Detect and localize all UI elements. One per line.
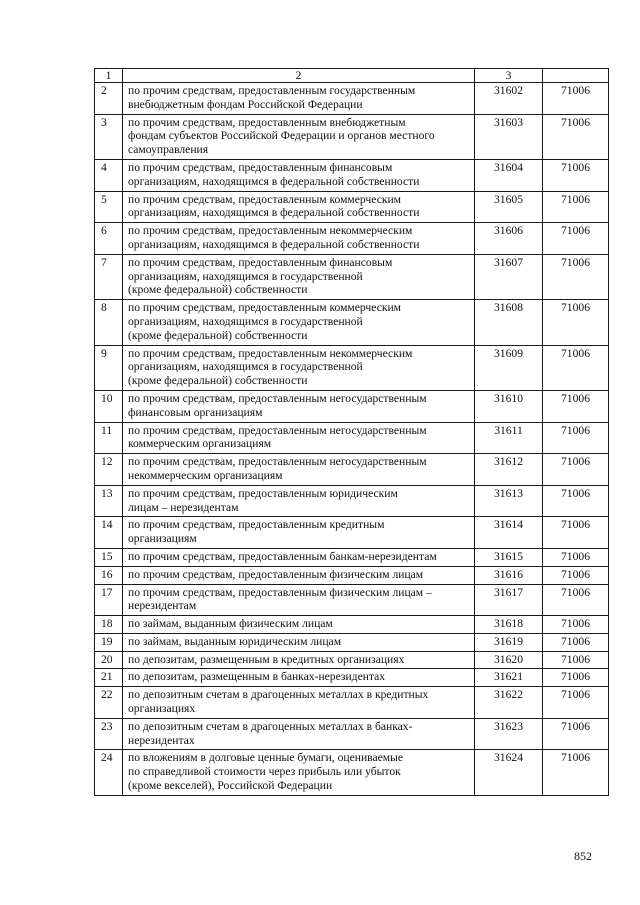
table-row (95, 633, 609, 651)
table-row (95, 191, 609, 223)
row-description: по прочим средствам, предоставленным некоммерческим организациям, находящимся в государственной (кроме федеральной) собственности (123, 345, 475, 390)
row-description: по прочим средствам, предоставленным государственным внебюджетным фондам Российской Федерации (123, 83, 475, 115)
row-description: по прочим средствам, предоставленным коммерческим организациям, находящимся в государственной (кроме федеральной) собственности (123, 300, 475, 345)
symbol-code: 71006 (543, 517, 609, 549)
symbol-code: 71006 (543, 300, 609, 345)
row-description: по прочим средствам, предоставленным физическим лицам (123, 566, 475, 584)
account-code: 31604 (475, 159, 543, 191)
symbol-code: 71006 (543, 669, 609, 687)
row-description: по прочим средствам, предоставленным физическим лицам – нерезидентам (123, 584, 475, 616)
account-code: 31605 (475, 191, 543, 223)
account-code: 31603 (475, 114, 543, 159)
table-row (95, 718, 609, 750)
account-code: 31607 (475, 254, 543, 299)
row-number: 17 (95, 584, 123, 616)
symbol-code: 71006 (543, 223, 609, 255)
row-description: по прочим средствам, предоставленным некоммерческим организациям, находящимся в федеральной собственности (123, 223, 475, 255)
account-code: 31608 (475, 300, 543, 345)
symbol-code: 71006 (543, 750, 609, 795)
header-row (95, 69, 609, 83)
table-body (95, 69, 609, 796)
table-row (95, 454, 609, 486)
row-description: по прочим средствам, предоставленным финансовым организациям, находящимся в федеральной собственности (123, 159, 475, 191)
symbol-code: 71006 (543, 485, 609, 517)
account-code: 31619 (475, 633, 543, 651)
symbol-code: 71006 (543, 687, 609, 719)
row-number: 19 (95, 633, 123, 651)
table-row (95, 254, 609, 299)
table-row (95, 300, 609, 345)
account-code: 31602 (475, 83, 543, 115)
symbol-code: 71006 (543, 584, 609, 616)
symbol-code: 71006 (543, 159, 609, 191)
row-number: 3 (95, 114, 123, 159)
table-row (95, 750, 609, 795)
row-description: по прочим средствам, предоставленным негосударственным некоммерческим организациям (123, 454, 475, 486)
account-code: 31606 (475, 223, 543, 255)
symbol-code: 71006 (543, 548, 609, 566)
row-number: 4 (95, 159, 123, 191)
symbol-code: 71006 (543, 345, 609, 390)
table-row (95, 223, 609, 255)
symbol-code: 71006 (543, 254, 609, 299)
account-code: 31615 (475, 548, 543, 566)
table-row (95, 485, 609, 517)
symbol-code: 71006 (543, 191, 609, 223)
account-code: 31612 (475, 454, 543, 486)
account-code: 31624 (475, 750, 543, 795)
row-description: по депозитам, размещенным в банках-нерезидентах (123, 669, 475, 687)
row-number: 22 (95, 687, 123, 719)
row-number: 20 (95, 651, 123, 669)
row-description: по прочим средствам, предоставленным банкам-нерезидентам (123, 548, 475, 566)
table-row (95, 669, 609, 687)
symbol-code: 71006 (543, 422, 609, 454)
row-number: 24 (95, 750, 123, 795)
table-row (95, 159, 609, 191)
row-description: по прочим средствам, предоставленным коммерческим организациям, находящимся в федеральной собственности (123, 191, 475, 223)
table-row (95, 83, 609, 115)
symbol-code: 71006 (543, 718, 609, 750)
symbol-code: 71006 (543, 114, 609, 159)
table-row (95, 566, 609, 584)
symbol-code: 71006 (543, 633, 609, 651)
row-number: 5 (95, 191, 123, 223)
row-number: 16 (95, 566, 123, 584)
row-number: 8 (95, 300, 123, 345)
row-number: 23 (95, 718, 123, 750)
symbol-code: 71006 (543, 651, 609, 669)
row-number: 10 (95, 390, 123, 422)
account-code: 31613 (475, 485, 543, 517)
symbol-code: 71006 (543, 390, 609, 422)
row-description: по депозитным счетам в драгоценных металлах в банках- нерезидентах (123, 718, 475, 750)
table-row (95, 422, 609, 454)
row-description: по займам, выданным физическим лицам (123, 616, 475, 634)
table-row (95, 390, 609, 422)
account-code: 31623 (475, 718, 543, 750)
row-number: 14 (95, 517, 123, 549)
row-description: по прочим средствам, предоставленным финансовым организациям, находящимся в государственной (кроме федеральной) собственности (123, 254, 475, 299)
account-code: 31620 (475, 651, 543, 669)
row-number: 21 (95, 669, 123, 687)
account-code: 31618 (475, 616, 543, 634)
row-description: по вложениям в долговые ценные бумаги, оцениваемые по справедливой стоимости через прибыль или убыток (кроме векселей), Российской Федерации (123, 750, 475, 795)
account-code: 31616 (475, 566, 543, 584)
header-col-3: 3 (475, 69, 543, 83)
row-description: по прочим средствам, предоставленным кредитным организациям (123, 517, 475, 549)
table-row (95, 345, 609, 390)
account-code: 31611 (475, 422, 543, 454)
row-number: 11 (95, 422, 123, 454)
row-number: 12 (95, 454, 123, 486)
row-description: по прочим средствам, предоставленным негосударственным коммерческим организациям (123, 422, 475, 454)
row-number: 15 (95, 548, 123, 566)
row-number: 2 (95, 83, 123, 115)
symbol-code: 71006 (543, 616, 609, 634)
accounts-table (94, 68, 609, 796)
account-code: 31609 (475, 345, 543, 390)
symbol-code: 71006 (543, 454, 609, 486)
table-row (95, 517, 609, 549)
symbol-code: 71006 (543, 83, 609, 115)
table-row (95, 651, 609, 669)
row-description: по займам, выданным юридическим лицам (123, 633, 475, 651)
header-col-2: 2 (123, 69, 475, 83)
table-row (95, 114, 609, 159)
row-number: 13 (95, 485, 123, 517)
account-code: 31610 (475, 390, 543, 422)
row-description: по прочим средствам, предоставленным внебюджетным фондам субъектов Российской Федерации и органов местного самоуправления (123, 114, 475, 159)
page-number: 852 (574, 849, 592, 863)
row-number: 6 (95, 223, 123, 255)
account-code: 31621 (475, 669, 543, 687)
header-col-1: 1 (95, 69, 123, 83)
row-description: по прочим средствам, предоставленным юридическим лицам – нерезидентам (123, 485, 475, 517)
header-col-4 (543, 69, 609, 83)
row-number: 18 (95, 616, 123, 634)
table-row (95, 548, 609, 566)
table-row (95, 616, 609, 634)
row-number: 9 (95, 345, 123, 390)
table-row (95, 687, 609, 719)
account-code: 31622 (475, 687, 543, 719)
row-description: по депозитам, размещенным в кредитных организациях (123, 651, 475, 669)
account-code: 31617 (475, 584, 543, 616)
account-code: 31614 (475, 517, 543, 549)
table-row (95, 584, 609, 616)
row-description: по депозитным счетам в драгоценных металлах в кредитных организациях (123, 687, 475, 719)
row-description: по прочим средствам, предоставленным негосударственным финансовым организациям (123, 390, 475, 422)
symbol-code: 71006 (543, 566, 609, 584)
row-number: 7 (95, 254, 123, 299)
